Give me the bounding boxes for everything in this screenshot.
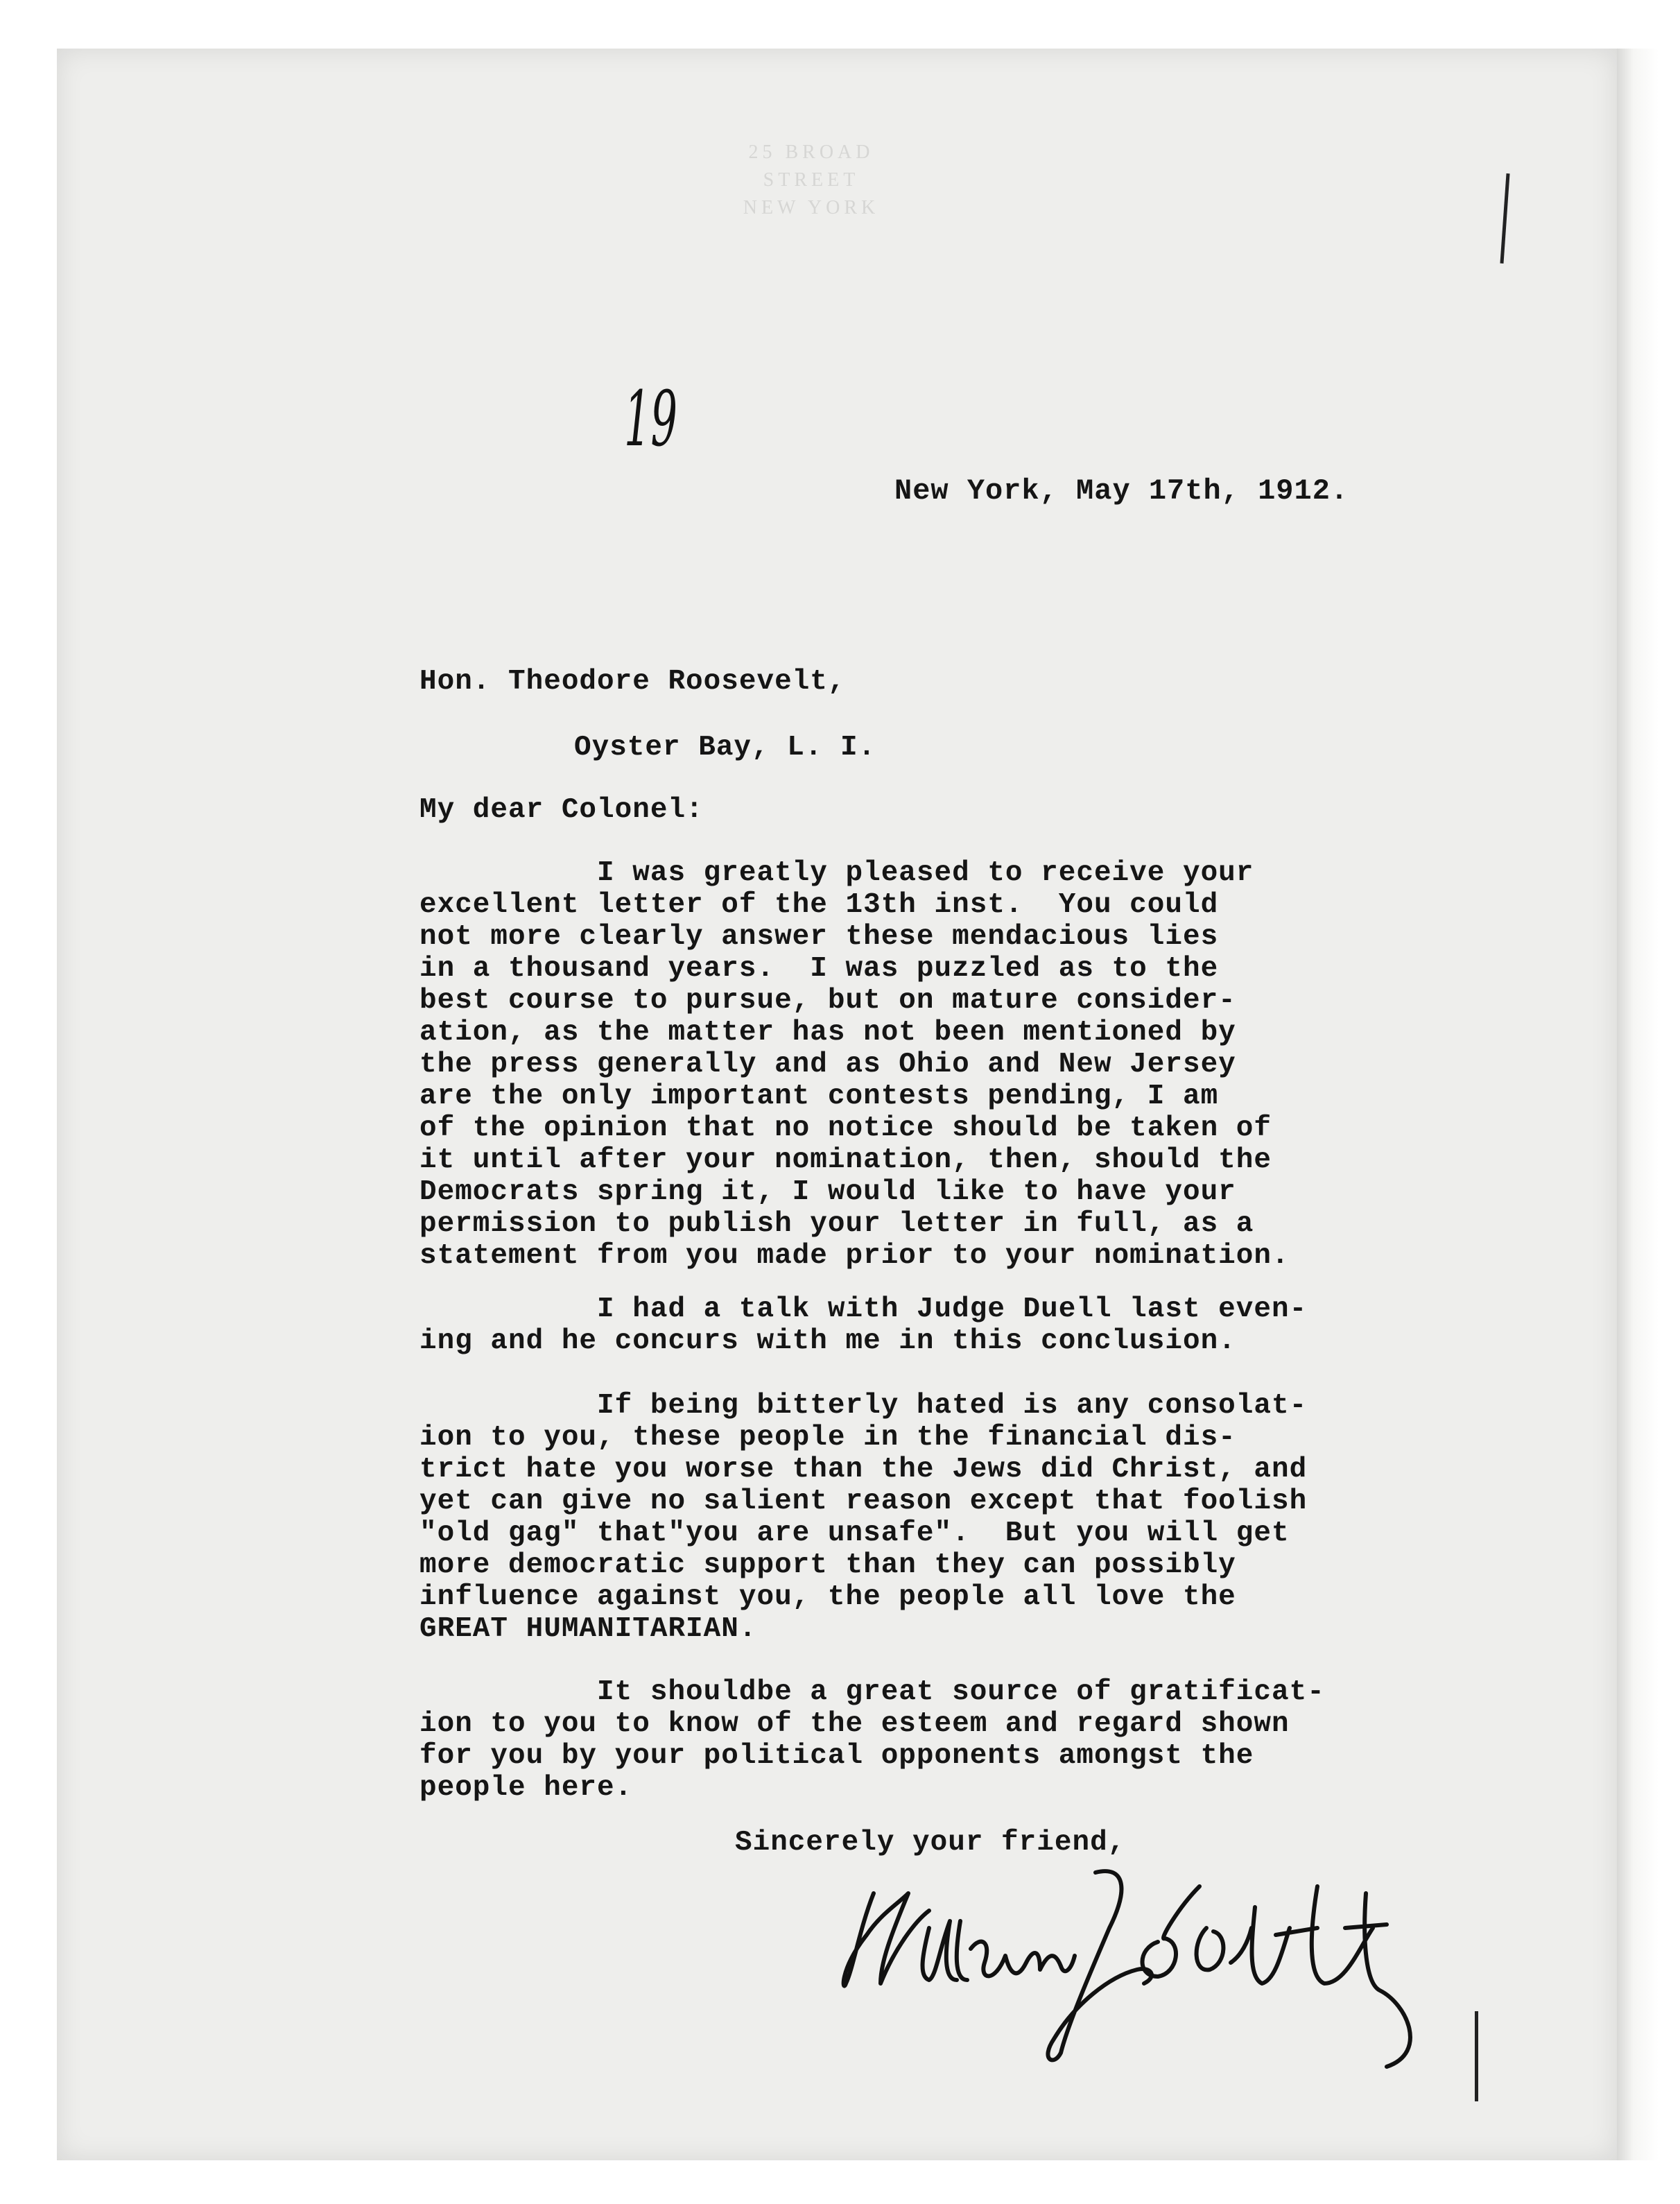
body-paragraph-3: If being bitterly hated is any consolat- ion to you, these people in the financial dis- trict hate you worse than the Jews did Christ, and yet can give no salient reason except that foolish "old gag" that"you are unsafe". But you will get more democratic support than they can possibly influence against you, the people all love the GREAT HUMANITARIAN.: [419, 1390, 1308, 1645]
body-paragraph-1: I was greatly pleased to receive your excellent letter of the 13th inst. You could not more clearly answer these mendacious lies in a thousand years. I was puzzled as to the best course to pursue, but on mature consider- ation, as the matter has not been mentioned by the press generally and as Ohio and New Jersey are the only important contests pending, I am of the opinion that no notice should be taken of it until after your nomination, then, should the Democrats spring it, I would like to have your permission to publish your letter in full, as a statement from you made prior to your nomination.: [419, 857, 1290, 1272]
body-paragraph-2: I had a talk with Judge Duell last even- ing and he concurs with me in this conclusion.: [419, 1293, 1308, 1357]
margin-mark-2: [1475, 2011, 1478, 2101]
date-line: New York, May 17th, 1912.: [894, 474, 1349, 508]
closing: Sincerely your friend,: [735, 1827, 1126, 1859]
salutation: My dear Colonel:: [419, 794, 704, 826]
addressee-name: Hon. Theodore Roosevelt,: [419, 666, 846, 698]
faded-letterhead: [707, 139, 915, 222]
handwritten-page-number: 19: [624, 374, 677, 463]
letterhead-city: NEW YORK: [743, 197, 880, 218]
body-paragraph-4: It shouldbe a great source of gratificat- ion to you to know of the esteem and regard shown for you by your political opponents amongst the people here.: [419, 1676, 1325, 1804]
letterhead-street: 25 BROAD STREET: [748, 141, 874, 191]
sheet-edge: [1617, 49, 1659, 2160]
handwritten-signature: [832, 1845, 1442, 2074]
addressee-place: Oyster Bay, L. I.: [574, 732, 876, 764]
